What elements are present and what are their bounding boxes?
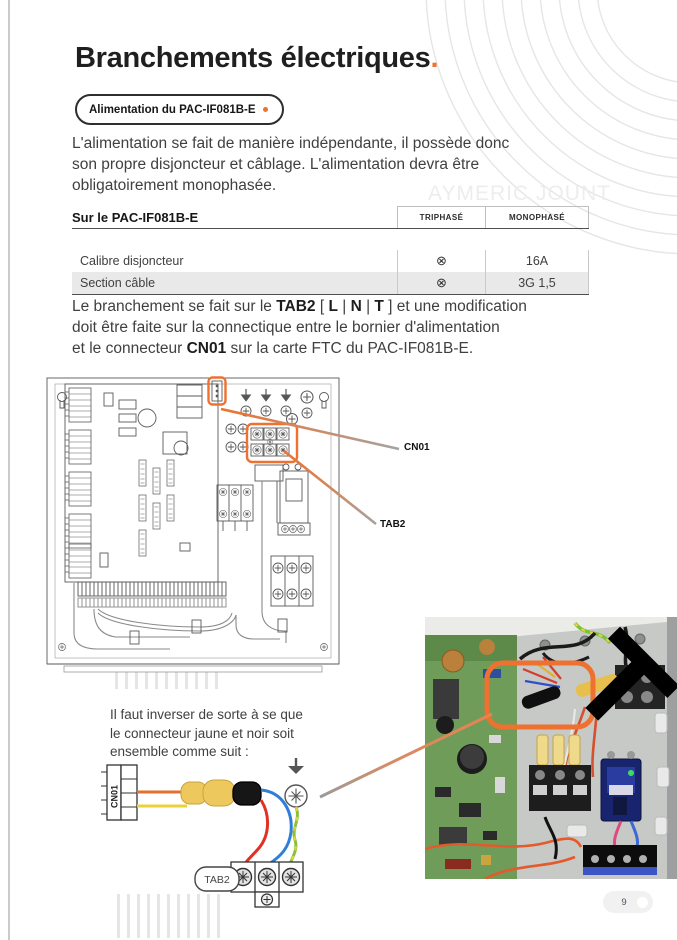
table-row-label: Section câble: [72, 272, 397, 294]
tab2-tag-label: TAB2: [204, 874, 230, 886]
table-caption: Sur le PAC-IF081B-E: [72, 210, 199, 225]
paragraph-line: et le connecteur CN01 sur la carte FTC du PAC-IF081B-E.: [72, 340, 474, 357]
red-wire: [244, 800, 268, 865]
control-box-diagram: [40, 373, 345, 675]
relay: [583, 845, 657, 875]
crossed-circle-icon: ⊗: [436, 275, 447, 290]
title-accent-dot: .: [430, 42, 439, 74]
tab2-terminal-block: [251, 428, 289, 456]
callout-label-cn01: CN01: [404, 442, 430, 453]
column-header-triphase: TRIPHASÉ: [397, 206, 485, 228]
table-header-divider: [72, 228, 589, 229]
black-connector: [233, 782, 261, 805]
badge-label: Alimentation du PAC-IF081B-E: [89, 103, 256, 116]
cn01-plug-label: CN01: [109, 784, 120, 808]
page-title: Branchements électriques.: [75, 42, 439, 74]
table-cell-monophase: 16A: [485, 250, 589, 272]
paragraph-line: doit être faite sur la connectique entre le bornier d'alimentation: [72, 319, 500, 336]
green-pcb: [425, 635, 517, 879]
section-badge: [75, 94, 284, 125]
note-line: le connecteur jaune et noir soit: [110, 725, 294, 741]
page-edge-line: [8, 0, 10, 940]
note-line: ensemble comme suit :: [110, 744, 249, 759]
keyhole-icon: [320, 393, 329, 409]
wire-harness: [74, 481, 286, 649]
intro-paragraph: [72, 133, 509, 196]
watermark: AYMERIC JOUNT: [428, 182, 611, 205]
intro-line: son propre disjoncteur et câblage. L'alimentation devra être: [72, 156, 480, 173]
paragraph-line: Le branchement se fait sur le TAB2 [ L | N | T ] et une modification: [72, 298, 527, 315]
circuit-breaker: [601, 751, 641, 821]
table-bottom-divider: [72, 294, 589, 295]
table-cell-monophase: 3G 1,5: [485, 272, 589, 294]
table-cell-triphase: [397, 250, 485, 272]
intro-line: obligatoirement monophasée.: [72, 177, 277, 194]
table-row-label: Calibre disjoncteur: [80, 254, 184, 268]
wiring-diagram: [95, 752, 325, 912]
intro-line: L'alimentation se fait de manière indépendante, il possède donc: [72, 135, 510, 152]
tab2-terminal-strip: [231, 862, 303, 907]
connection-paragraph: [72, 296, 527, 359]
page-number: 9: [621, 896, 627, 908]
enclosure-photo: [425, 617, 677, 879]
yellow-connector: [203, 780, 235, 806]
table-cell-triphase: [397, 272, 485, 294]
page-number-pill: [603, 891, 653, 913]
badge-dot-icon: [263, 107, 268, 112]
pill-dot-icon: [637, 897, 648, 908]
note-line: Il faut inverser de sorte à se que: [110, 707, 303, 722]
ground-arrow-icon: [288, 758, 304, 774]
crossed-circle-icon: ⊗: [436, 253, 447, 268]
ground-screw-icon: [285, 785, 307, 807]
tab2-tag: [195, 867, 239, 891]
column-header-monophase: MONOPHASÉ: [485, 206, 589, 228]
callout-label-tab2: TAB2: [380, 519, 406, 530]
cn01-plug: [101, 765, 137, 820]
ground-icon: [242, 389, 291, 401]
